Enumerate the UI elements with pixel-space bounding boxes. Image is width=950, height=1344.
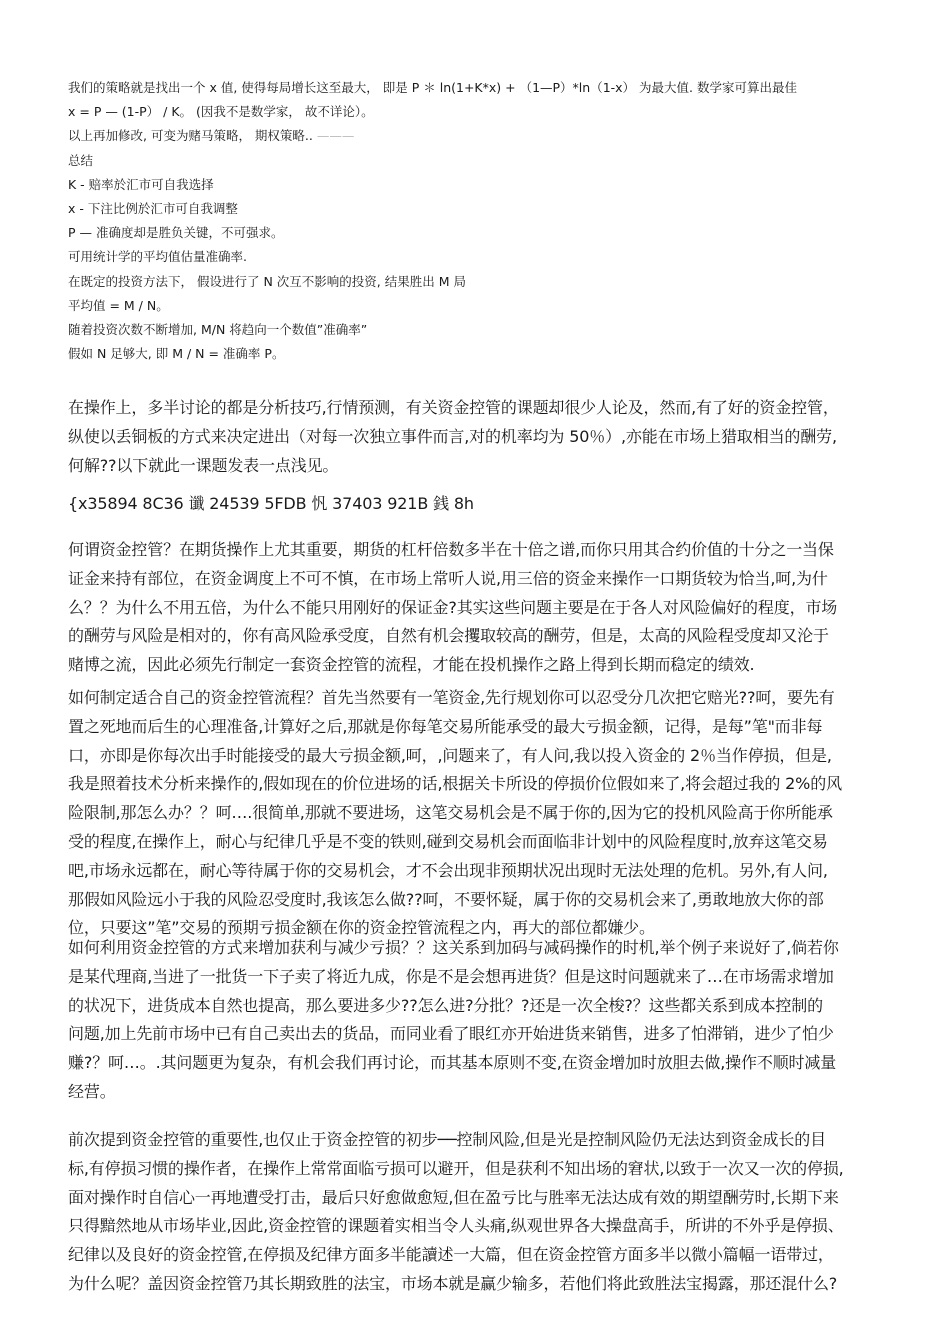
- summary-block: [68, 76, 888, 366]
- text-line: 经营。: [68, 1081, 116, 1101]
- text-line: 在既定的投资方法下， 假设进行了 N 次互不影响的投资, 结果胜出 M 局: [68, 273, 466, 289]
- text-line: 那假如风险远小于我的风险忍受度时,我该怎么做??呵，不要怀疑，属于你的交易机会来了,勇敢地放大你的部: [68, 889, 824, 909]
- paragraph-2: [68, 684, 888, 943]
- paragraph-3: [68, 934, 888, 1107]
- text-line: x = P — (1-P） / K。 (因我不是数学家， 故不详论）。: [68, 104, 374, 120]
- text-line: 前次提到资金控管的重要性,也仅止于资金控管的初步──控制风险,但是光是控制风险仍无法达到资金成长的目: [68, 1130, 826, 1149]
- text-line: 总结: [68, 152, 94, 168]
- text-line: 受的程度,在操作上，耐心与纪律几乎是不变的铁则,碰到交易机会而面临非计划中的风险程度时,放弃这笔交易: [68, 831, 828, 851]
- text-line: 标,有停损习惯的操作者，在操作上常常面临亏损可以避开，但是获利不知出场的窘状,以致于一次又一次的停损,: [68, 1158, 844, 1178]
- text-line: 么？？为什么不用五倍，为什么不能只用刚好的保证金?其实这些问题主要是在于各人对风险偏好的程度，市场: [68, 597, 838, 617]
- text-line: 面对操作时自信心一再地遭受打击，最后只好愈做愈短,但在盈亏比与胜率无法达成有效的期望酬劳时,长期下来: [68, 1187, 839, 1207]
- text-line: 平均值 = M / N。: [68, 297, 169, 313]
- text-line: 证金来持有部位，在资金调度上不可不慎，在市场上常听人说,用三倍的资金来操作一口期货较为恰当,呵,为什: [68, 568, 828, 588]
- text-line: 可用统计学的平均值估量准确率.: [68, 249, 247, 265]
- text-line: 险限制,那怎么办？？呵….很简单,那就不要进场，这笔交易机会是不属于你的,因为它的投机风险高于你所能承: [68, 803, 833, 823]
- intro-paragraph: [68, 394, 888, 480]
- text-line: 赚?？呵…。.其问题更为复杂，有机会我们再讨论，而其基本原则不变,在资金增加时放胆去做,操作不顺时减量: [68, 1053, 837, 1073]
- text-line: 纪律以及良好的资金控管,在停损及纪律方面多半能讀述一大篇，但在资金控管方面多半以微小篇幅一语带过，: [68, 1245, 834, 1265]
- text-line: 纵使以丢铜板的方式来决定进出（对每一次独立事件而言,对的机率均为 50％）,亦能在市场上猎取相当的酬劳,: [68, 426, 837, 446]
- paragraph-4: [68, 1126, 888, 1299]
- text-line: {x35894 8C36 谶 24539 5FDB 忛 37403 921B 銭 8h: [68, 494, 474, 513]
- paragraph-1: [68, 536, 888, 680]
- text-line: 如何利用资金控管的方式来增加获利与减少亏损？？这关系到加码与减码操作的时机,举个例子来说好了,倘若你: [68, 938, 839, 957]
- text-line: 问题,加上先前市场中已有自己卖出去的货品，而同业看了眼红亦开始进货来销售，进多了怕滞销，进少了怕少: [68, 1024, 834, 1044]
- garbled-line: [68, 490, 888, 519]
- text-line: 我是照着技术分析来操作的,假如现在的价位进场的话,根据关卡所设的停损价位假如来了,将会超过我的 2%的风: [68, 774, 842, 794]
- text-line: 的酬劳与风险是相对的，你有高风险承受度，自然有机会攫取较高的酬劳，但是，太高的风险程受度却又沦于: [68, 626, 829, 646]
- text-line: 的状况下，进货成本自然也提高，那么要进多少??怎么进?分批？?还是一次全梭?？这些都关系到成本控制的: [68, 995, 823, 1015]
- text-line: 如何制定适合自己的资金控管流程？首先当然要有一笔资金,先行规划你可以忍受分几次把它赔光??呵，要先有: [68, 688, 835, 707]
- text-line: 我们的策略就是找出一个 x 值, 使得每局增长这至最大， 即是 P ＊ ln(1+K*x) + （1—P）*ln（1-x） 为最大值. 数学家可算出最佳: [68, 80, 797, 95]
- text-line: [68, 124, 888, 148]
- text-line: 只得黯然地从市场毕业,因此,资金控管的课题着实相当令人头痛,纵观世界各大操盘高手，所讲的不外乎是停损、: [68, 1216, 844, 1236]
- text-line: 置之死地而后生的心理准备,计算好之后,那就是你每笔交易所能承受的最大亏损金额，记得，是每”笔"而非每: [68, 716, 823, 736]
- text-line: K - 赔率於汇市可自我选择: [68, 176, 214, 192]
- text-line: x - 下注比例於汇市可自我调整: [68, 201, 238, 217]
- faint-dash: ———: [312, 128, 355, 144]
- text-line: 何谓资金控管？在期货操作上尤其重要，期货的杠杆倍数多半在十倍之谱,而你只用其合约价值的十分之一当保: [68, 540, 834, 559]
- text-line: 口，亦即是你每次出手时能接受的最大亏损金额,呵，,问题来了，有人问,我以投入资金的 2％当作停损，但是,: [68, 745, 832, 765]
- text-span: 以上再加修改, 可变为赌马策略， 期权策略..: [68, 128, 313, 144]
- text-line: 何解??以下就此一课题发表一点浅见。: [68, 455, 339, 475]
- text-line: 为什么呢？盖因资金控管乃其长期致胜的法宝，市场本就是赢少输多，若他们将此致胜法宝揭露，那还混什么?: [68, 1273, 838, 1293]
- text-line: 随着投资次数不断增加, M/N 将趋向一个数值”准确率”: [68, 322, 368, 338]
- text-line: 位，只要这”笔”交易的预期亏损金额在你的资金控管流程之内，再大的部位都嫌少。: [68, 918, 655, 938]
- text-line: 赌博之流，因此必须先行制定一套资金控管的流程，才能在投机操作之路上得到长期而稳定的绩效.: [68, 655, 755, 675]
- text-line: 假如 N 足够大, 即 M / N = 准确率 P。: [68, 346, 285, 362]
- text-line: 是某代理商,当进了一批货一下子卖了将近九成，你是不是会想再进货？但是这时问题就来了…在市场需求增加: [68, 966, 834, 986]
- text-line: 在操作上，多半讨论的都是分析技巧,行情预测，有关资金控管的课题却很少人论及，然而,有了好的资金控管，: [68, 398, 839, 417]
- text-line: P — 准确度却是胜负关键，不可强求。: [68, 225, 284, 241]
- text-line: 吧,市场永远都在，耐心等待属于你的交易机会，才不会出现非预期状况出现时无法处理的危机。另外,有人问,: [68, 860, 828, 880]
